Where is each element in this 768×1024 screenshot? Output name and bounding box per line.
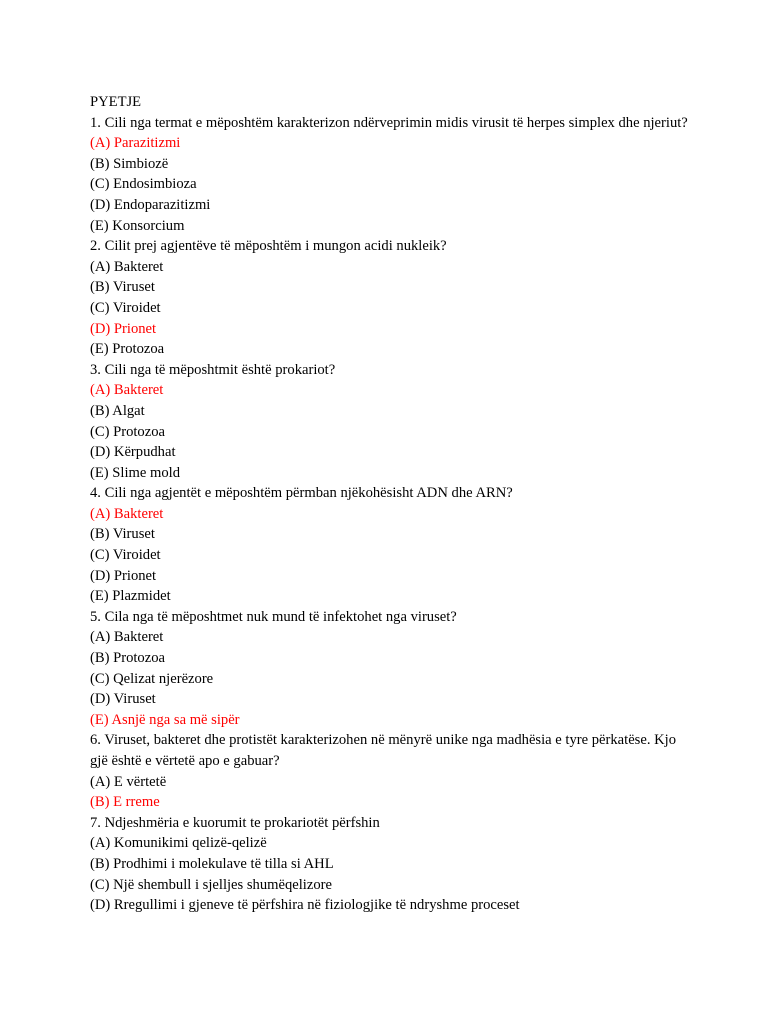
document-page — [90, 92, 690, 916]
answer-option: (C) Protozoa — [90, 423, 165, 440]
answer-option: (E) Slime mold — [90, 464, 180, 481]
answer-option: (A) Parazitizmi — [90, 135, 181, 152]
answer-option: (B) Prodhimi i molekulave të tilla si AHL — [90, 855, 334, 872]
answer-option: (B) Viruset — [90, 279, 155, 296]
answer-option: (D) Viruset — [90, 691, 156, 708]
question-text: 6. Viruset, bakteret dhe protistët karakterizohen në mënyrë unike nga madhësia e tyre përkatëse. Kjo gjë është e vërtetë apo e gabuar? — [90, 732, 677, 769]
answer-option: (A) Bakteret — [90, 258, 164, 275]
question-block-7 — [90, 813, 690, 916]
answer-option: (B) Algat — [90, 402, 145, 419]
answer-option: (D) Prionet — [90, 567, 157, 584]
question-text: 3. Cili nga të mëposhtmit është prokariot? — [90, 361, 336, 378]
question-block-6 — [90, 730, 690, 812]
answer-option: (E) Plazmidet — [90, 588, 171, 605]
document-heading: PYETJE — [90, 94, 142, 110]
answer-option: (C) Viroidet — [90, 299, 161, 316]
answer-option: (B) E rreme — [90, 794, 160, 811]
answer-option: (E) Konsorcium — [90, 217, 185, 234]
answer-option: (C) Endosimbioza — [90, 176, 197, 193]
answer-option: (A) Bakteret — [90, 629, 164, 646]
answer-option: (D) Prionet — [90, 320, 157, 337]
question-block-5 — [90, 607, 690, 731]
answer-option: (E) Asnjë nga sa më sipër — [90, 711, 240, 728]
question-block-3 — [90, 360, 690, 484]
answer-option: (C) Një shembull i sjelljes shumëqelizore — [90, 876, 332, 893]
question-text: 2. Cilit prej agjentëve të mëposhtëm i mungon acidi nukleik? — [90, 238, 447, 255]
question-text: 7. Ndjeshmëria e kuorumit te prokariotët përfshin — [90, 814, 380, 831]
answer-option: (B) Protozoa — [90, 650, 165, 667]
answer-option: (E) Protozoa — [90, 341, 165, 358]
answer-option: (B) Viruset — [90, 526, 155, 543]
answer-option: (D) Rregullimi i gjeneve të përfshira në fiziologjike të ndryshme proceset — [90, 897, 520, 914]
answer-option: (B) Simbiozë — [90, 155, 169, 172]
answer-option: (A) Bakteret — [90, 505, 164, 522]
answer-option: (A) Komunikimi qelizë-qelizë — [90, 835, 267, 852]
question-block-1 — [90, 113, 690, 237]
question-text: 1. Cili nga termat e mëposhtëm karakterizon ndërveprimin midis virusit të herpes simplex dhe njeriut? — [90, 114, 688, 131]
answer-option: (D) Endoparazitizmi — [90, 196, 211, 213]
question-block-4 — [90, 483, 690, 607]
answer-option: (D) Kërpudhat — [90, 444, 176, 461]
question-text: 5. Cila nga të mëposhtmet nuk mund të infektohet nga viruset? — [90, 608, 457, 625]
answer-option: (A) Bakteret — [90, 382, 164, 399]
answer-option: (C) Qelizat njerëzore — [90, 670, 214, 687]
question-text: 4. Cili nga agjentët e mëposhtëm përmban njëkohësisht ADN dhe ARN? — [90, 485, 513, 502]
question-block-2 — [90, 236, 690, 360]
answer-option: (A) E vërtetë — [90, 773, 167, 790]
answer-option: (C) Viroidet — [90, 547, 161, 564]
